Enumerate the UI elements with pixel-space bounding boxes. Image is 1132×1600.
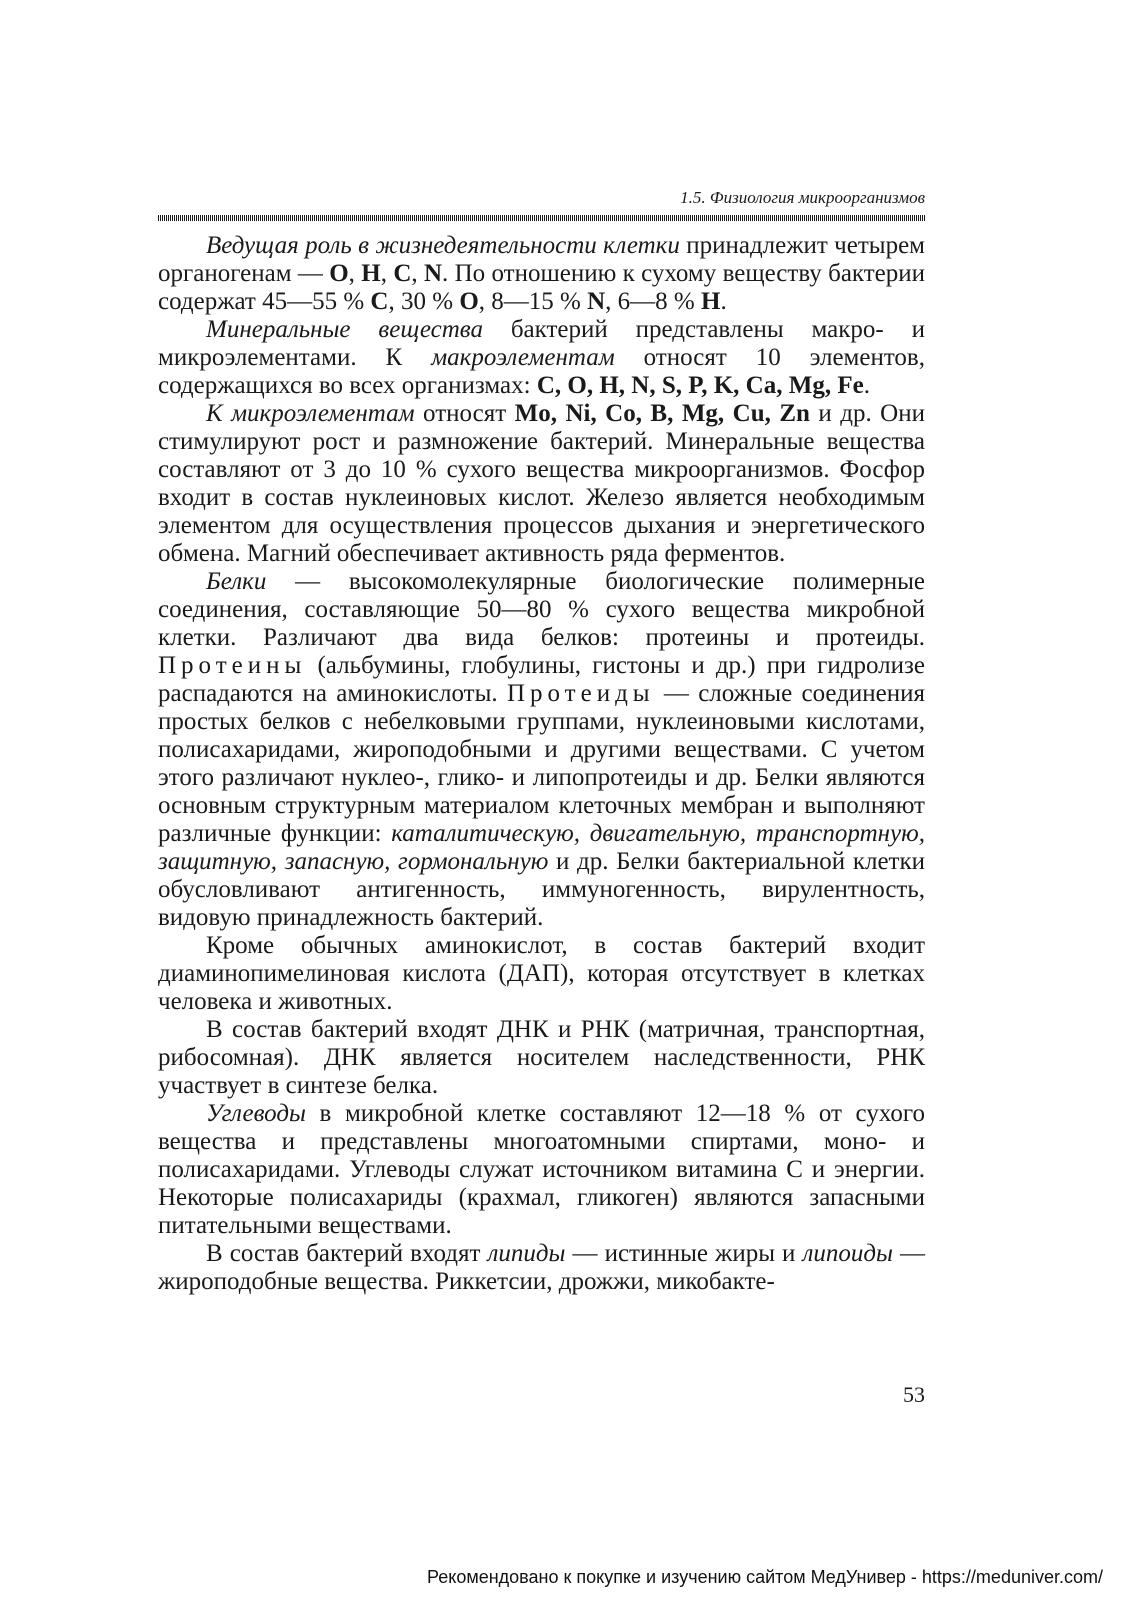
element-symbols: Mo, Ni, Co, B, Mg, Cu, Zn [514,400,810,427]
text-run: В состав бактерий входят [206,1240,488,1267]
text-run: , 30 % [388,288,460,315]
text-run: и др. Они стимулируют рост и размножение бактерий. Минеральные вещества составляют от 3 до 10 % сухого вещества микроорганизмов. Фосфор входит в состав нуклеиновых кислот. Железо является необходимым элементом для осуществления процессов дыхания и энергетического обмена. Магний обеспечивает активность ряда ферментов. [158,400,925,567]
element-symbol: O [459,288,479,315]
element-symbol: N [423,260,443,287]
emphasis: макроэлементам [431,344,615,371]
text-run: В состав бактерий входят ДНК и РНК (матричная, транспортная, рибосомная). ДНК является носителем наследственности, РНК участвует в синтезе белка. [158,1016,925,1099]
element-symbol: H [361,260,381,287]
spaced-term: Протеины [158,652,307,679]
text-run: (альбумины, глобулины, гистоны и др.) при гидролизе распадаются на аминокислоты. [158,652,925,707]
text-run: Кроме обычных аминокислот, в состав бактерий входит диаминопимелиновая кислота (ДАП), которая отсутствует в клетках человека и животных. [158,932,925,1015]
paragraph-macronutrients [158,232,925,316]
text-run: в микробной клетке составляют 12—18 % от сухого вещества и представлены многоатомными спиртами, моно- и полисахаридами. Углеводы служат источником витамина С и энергии. Некоторые полисахариды (крахмал, гликоген) являются запасными питательными веществами. [158,1100,925,1239]
footer-note: Рекомендовано к покупке и изучению сайтом МедУнивер - https://meduniver.com/ [427,1567,1103,1587]
emphasis: Минеральные вещества [206,316,483,343]
text-run: , 8—15 % [478,288,588,315]
text-run: относят [414,400,515,427]
element-symbol: C [393,260,412,287]
element-symbol: C [370,288,389,315]
emphasis: липоиды [802,1240,893,1267]
text-run: — сложные соединения простых белков с небелковыми группами, нуклеиновыми кислотами, полисахаридами, жироподобными и другими веществами. С учетом этого различают нуклео-, глико- и липопротеиды и др. Белки являются основным структурным материалом клеточных мембран и выполняют различные функции: [158,680,926,847]
text-run: принадлежит четырем органогенам — [158,232,925,287]
paragraph-minerals [158,316,925,400]
emphasis: Углеводы [206,1100,306,1127]
text-run: бактерий представлены макро- и микроэлементами. К [158,316,925,371]
text-run: — высокомолекулярные биологические полимерные соединения, составляющие 50—80 % сухого вещества микробной клетки. Различают два вида белков: протеины и протеиды. [158,568,925,651]
emphasis: липиды [487,1240,566,1267]
text-run: — истинные жиры и [565,1240,803,1267]
text-run: относят 10 элементов, содержащихся во всех организмах: [158,344,925,399]
paragraph-proteins [158,568,925,932]
element-symbol: O [329,260,349,287]
text-run: , [380,260,394,287]
paragraph-carbohydrates [158,1100,925,1240]
spaced-term: Протеиды [506,680,655,707]
emphasis: Белки [206,568,267,595]
running-head: 1.5. Физиология микроорганизмов [680,188,925,207]
paragraph-lipids [158,1240,925,1296]
text-run: . [863,372,870,399]
text-run: , [411,260,424,287]
header-rule [158,215,925,221]
paragraph-dap [158,932,925,1016]
text-run: . По отношению к сухому веществу бактерии содержат 45—55 % [158,260,926,315]
text-run: — жироподобные вещества. Риккетсии, дрожжи, микобакте- [158,1240,925,1295]
text-run: , 6—8 % [605,288,701,315]
text-run: . [720,288,727,315]
element-symbols: C, O, H, N, S, P, K, Ca, Mg, Fe [536,372,864,399]
body-text [158,232,925,1296]
paragraph-nucleic-acids [158,1016,925,1100]
emphasis: каталитическую, двигательную, транспортную, защитную, запасную, гормональную [158,820,925,875]
text-run: и др. Белки бактериальной клетки обусловливают антигенность, иммуногенность, вирулентность, видовую принадлежность бактерий. [158,848,925,931]
paragraph-microelements [158,400,925,568]
element-symbol: H [700,288,721,315]
text-run: , [348,260,362,287]
emphasis: К микроэлементам [206,400,415,427]
page-number: 53 [903,1382,925,1407]
element-symbol: N [587,288,606,315]
emphasis: Ведущая роль в жизнедеятельности клетки [206,232,680,259]
